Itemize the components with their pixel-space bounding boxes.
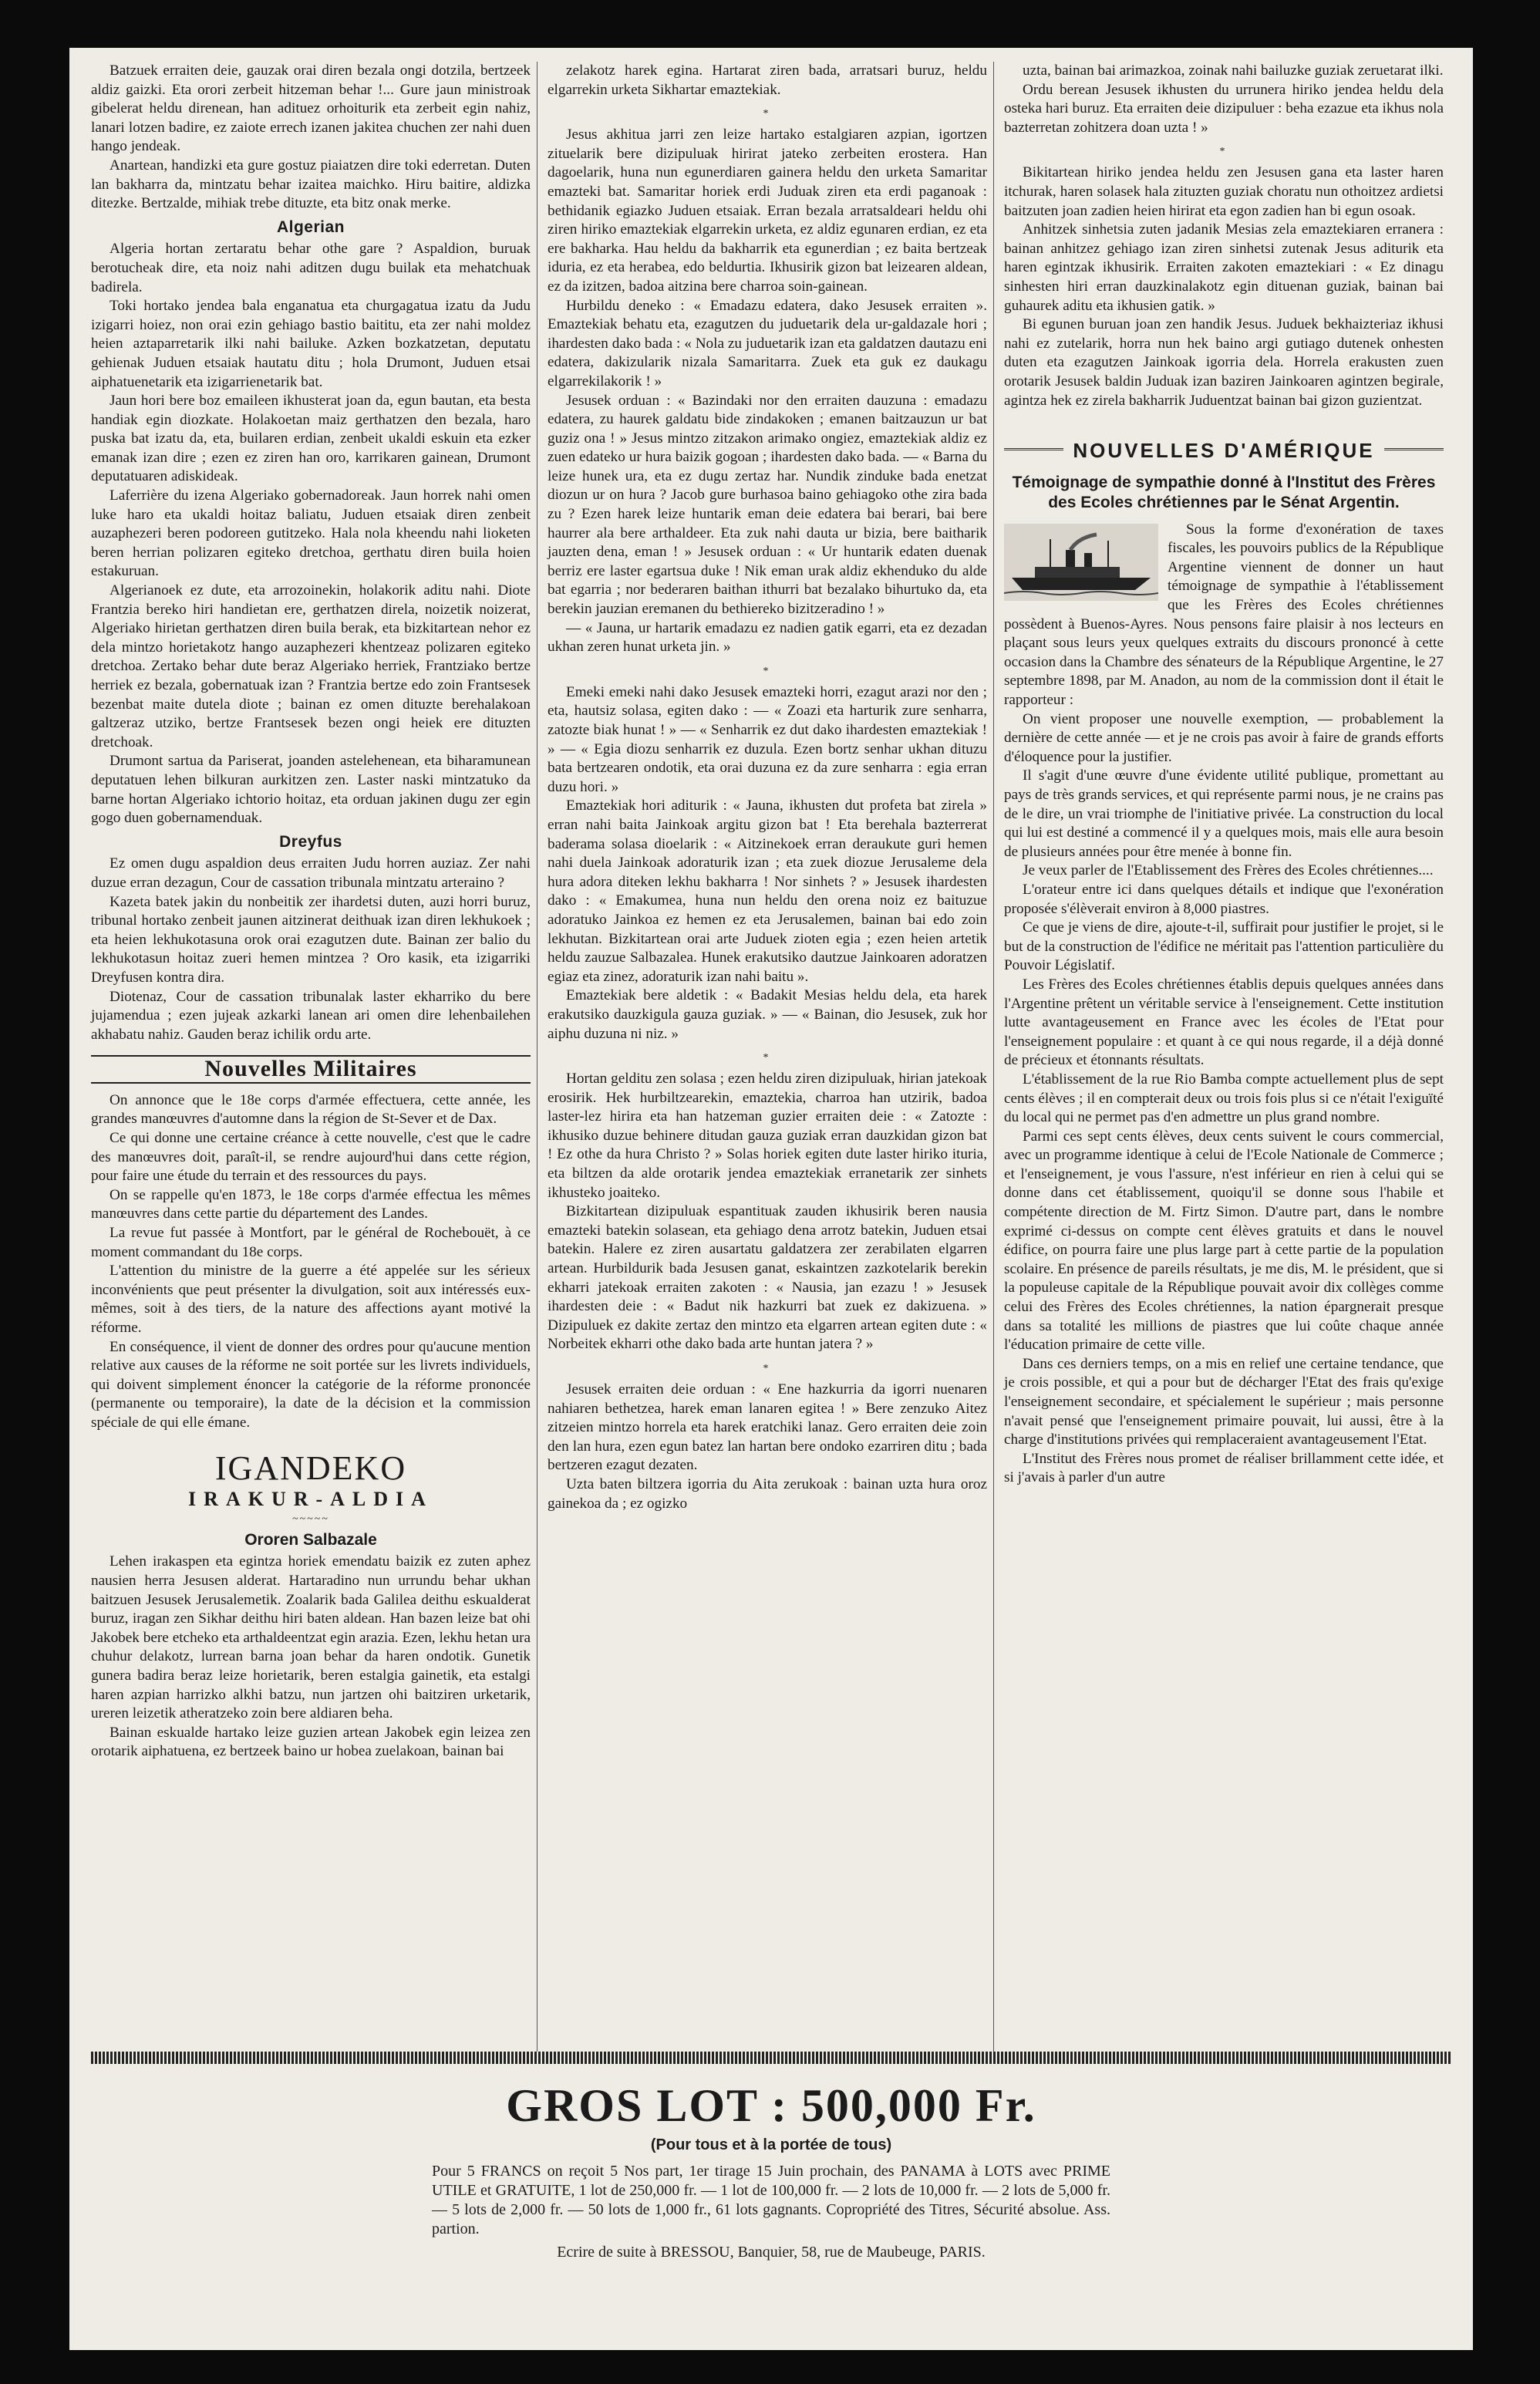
paragraph: Bainan eskualde hartako leize guzien artean Jakobek egin leizea zen orotarik aiphatuena, ez bertzeek baino ur hobea zuelakoan, bainan bai <box>91 1724 531 1760</box>
advertisement-subtitle: (Pour tous et à la portée de tous) <box>650 2136 892 2153</box>
paragraph: Dans ces derniers temps, on a mis en relief une certaine tendance, que je crois possible, et qui a pour but de décharger l'Etat des frais qu'exige l'enseignement secondaire, et spécialement le supérieur ; mais personne n'avait pensé que l'enseignement primaire pouvait, lui aussi, être à la charge d'institutions privées qui remplaceraient avantageusement l'Etat. <box>1004 1355 1444 1448</box>
paragraph: Batzuek erraiten deie, gauzak orai diren bezala ongi dotzila, bertzeek aldiz gaizki. Eta orori zerbeit hitzeman behar !... Gure jaun ministroak gibelerat heldu direnean, han adituez orhoiturik eta zerbeit egin nahiz, lanari lotzen badire, ez zaiote errech izanen jakitea chuchen zer nahi duen hango jendeak. <box>91 62 531 155</box>
paragraph: Ce que je viens de dire, ajoute-t-il, suffirait pour justifier le projet, si le but de la construction de l'édifice ne méritait pas l'attention particulière du Pouvoir Législatif. <box>1004 919 1444 974</box>
paragraph: Anhitzek sinhetsia zuten jadanik Mesias zela emaztekiaren erranera : bainan anhitzez gehiago izan ziren sinhetsi zutenak Jesus aditurik eta haren egintzak ikhusirik. Erraiten zakoten emaztekiari : « Ez dinagu sinhesten hiri erran dauzkinalakotz egin dituenan guziak, bainan bai guhaurek aditu eta ikhusien gatik. » <box>1004 221 1444 314</box>
paragraph: Bi egunen buruan joan zen handik Jesus. Juduek bekhaizteriaz ikhusi nahi ez zutelarik, horra nun hek baino argi gutiago dutenek onhesten duten eta ezagutzen Jainkoak igorria dela. Horrela erakusten zuen orotarik Jesusek baldin Juduak izan baziren Jainkoaren agintzen begirale, agintza hek ez zirela bakharrik Juduentzat bainan bai gizon guzientzat. <box>1004 316 1444 409</box>
banner-rule <box>1384 448 1444 454</box>
igandeko-title: IGANDEKO <box>214 1448 407 1487</box>
paragraph: Diotenaz, Cour de cassation tribunalak laster ekharriko du bere jujamendua ; ezen jujeak azkarki lanean ari omen dire lehenbailehen akhabatu nahiz. Gauden beraz ichilik ordu arte. <box>91 988 531 1043</box>
flourish-ornament: ~~~~~ <box>292 1513 329 1526</box>
paragraph: Jesus akhitua jarri zen leize hartako estalgiaren azpian, igortzen zituelarik bere dizipuluak hirirat jateko zerbeiten erostera. Han dagoelarik, huna nun egunerdiaren gainera heldu den urketa Samaritar emazteki bat. Samaritar horiek erdi Juduak ziren eta erdi paganoak : bethidanik egiazko Juduen etsaiak. Erran bezala arratsaldeari heldu ohi ziren hiriko emaztekiak elgarrekin urketa, ez aldiz egunaren erdian, ez eta ere bakharka. Hau heldu da bakharrik eta egunerdian ; ez baita bertzeak iduria, ez eta herabea, edo beldurtia. Ikhusirik gizon bat leizearen aldean, ez da izitzen, badoa aitzina bere charroa soin-gainean. <box>548 126 987 295</box>
paragraph: Emaztekiak bere aldetik : « Badakit Mesias heldu dela, eta harek erakutsiko dauzkigula gauza guziak. » — « Bainan, dio Jesusek, zuk hor aiphu duzuna ni niz. » <box>548 987 987 1042</box>
paragraph: On annonce que le 18e corps d'armée effectuera, cette année, les grandes manœuvres d'automne dans la région de St-Sever et de Dax. <box>91 1091 531 1128</box>
advertisement-contact: Ecrire de suite à BRESSOU, Banquier, 58, rue de Maubeuge, PARIS. <box>557 2244 986 2261</box>
paragraph: En conséquence, il vient de donner des ordres pour qu'aucune mention relative aux causes de la réforme ne soit portée sur les livrets individuels, qui doivent simplement énoncer la catégorie de la réforme prononcée (permanente ou temporaire), la date de la décision et la commission spéciale de qui elle émane. <box>91 1338 531 1431</box>
paragraph: L'Institut des Frères nous promet de réaliser brillamment cette idée, et si j'avais à parler d'un autre <box>1004 1450 1444 1486</box>
column-2 <box>548 62 987 1513</box>
section-separator-stars: * <box>763 108 772 120</box>
advertisement-border <box>91 2052 1451 2064</box>
paragraph: Jesusek erraiten deie orduan : « Ene hazkurria da igorri nuenaren nahiaren bethetzea, harek eman lanaren egitea ! » Bere zenzuko Aitez zitzeien mintzo horrela eta harek eratchiki lanaz. Gero erraiten deie zoin den lan hura, ezen egun batez lan hartan bere ondoko ezarriren ditu ; bada bertzeren ezagut dezaten. <box>548 1381 987 1474</box>
paragraph: Hortan gelditu zen solasa ; ezen heldu ziren dizipuluak, hirian jatekoak erosirik. Hek hurbiltzearekin, emaztekia, charroa han utzirik, badoa laster-lez hirira eta han hatzeman guzier erraiten deie : « Zatozte : ikhusiko duzue behinere ditudan gauza guziak erran dauzkidan gizon bat ! Ez othe da hura Christo ? » Solas horiek egiten dute laster hiriko ituria, eta biltzen da alde orotarik jendea emaztekiak erranetarik zer sinhets ikhusteko joaiteko. <box>548 1071 987 1201</box>
paragraph: La revue fut passée à Montfort, par le général de Rochebouët, à ce moment commandant du 18e corps. <box>91 1225 531 1260</box>
paragraph: Toki hortako jendea bala enganatua eta churgagatua izatu da Judu izigarri hoiez, non orai ezin gehiago bastio baititu, eta zer nahi moldez heien aztaparretarik ilki nahi bailuke. Azken bozkatzetan, deputatu gehienak Juduen etsaiak hautatu ditu ; hola Drumont, Juduen etsai aiphatuenetarik eta izigarrienetarik bat. <box>91 298 531 390</box>
steamship-icon <box>1004 524 1158 601</box>
paragraph: Emaztekiak hori aditurik : « Jauna, ikhusten dut profeta bat zirela » erran nahi baita Jainkoak argitu gizon bat ! Eta berehala bazterrerat baderama solasa dioelarik : « Aitzinekoek erran deraukute guri hemen nahi duela Jainkoak adoraturik izan ; eta zuek diozue Jerusaleme dela hura adora diteken lekhu bakharra ! Nor sinhets ? » Jesusek ihardesten dako : « Emakumea, huna nun heldu den orena noiz ez baituzue adoratuko Jainkoa ez hemen ez eta Jerusalemen, bainan bai edo zoin lekhutan. Bizkitartean orai arte Juduek zioten egia ; ezen heien artetik heldu zauzue Salbazalea. Hunek erakutsiko dautzue Jainkoaren adoratzen egiaz eta zinez, adoraturik izan nahi baitu ». <box>548 797 987 985</box>
section-separator-stars: * <box>763 1052 772 1064</box>
section-separator-stars: * <box>763 1363 772 1374</box>
article-title: Témoignage de sympathie donné à l'Institut des Frères des Ecoles chrétiennes par le Sénat Argentin. <box>1012 473 1436 511</box>
paragraph: On se rappelle qu'en 1873, le 18e corps d'armée effectua les mêmes manœuvres dans cette partie du département des Landes. <box>91 1186 531 1222</box>
paragraph: Hurbildu deneko : « Emadazu edatera, dako Jesusek erraiten ». Emaztekiak behatu eta, ezagutzen du juduetarik dela ur-galdazale hori ; ihardesten dako bada : « Nola zu juduetarik izan eta galdatzen dautazu eni edatera, dakizularik nizala Samaritarra. Zuek eta guk ez daukagu elgarrekilakorik ! » <box>548 297 987 389</box>
section-banner-militaires: Nouvelles Militaires <box>91 1055 531 1084</box>
igandeko-heading: Ororen Salbazale <box>244 1530 377 1549</box>
column-3 <box>1004 62 1444 1488</box>
advertisement <box>91 2078 1451 2261</box>
paragraph: Ordu berean Jesusek ikhusten du urrunera hiriko jendea heldu dela osteka hari buruz. Eta erraiten deie dizipuluer : beha ezazue eta ikhus nola bazterretan zohitzera doan uzta ! » <box>1004 81 1444 136</box>
paragraph: Sous la forme d'exonération de taxes fiscales, les pouvoirs publics de la République Argentine viennent de donner un haut témoignage de sympathie à l'établissement que les Frères des Ecoles chrétiennes possèdent à Buenos-Ayres. Nous pensons faire plaisir à nos lecteurs en plaçant sous leurs yeux quelques extraits du discours prononcé à cette occasion dans la Chambre des sénateurs de la République Argentine, le 27 septembre 1898, par M. Anadon, au nom de la commission dont il était le rapporteur : <box>1004 521 1444 709</box>
paragraph: Il s'agit d'une œuvre d'une évidente utilité publique, promettant au pays de très grands services, et qui représente parmi nous, je ne crains pas de le dire, un vrai triomphe de l'initiative privée. La construction du local qui lui est destiné a commencé il y a quelques mois, mais elle aura besoin de plusieurs années pour être menée à bonne fin. <box>1004 767 1444 860</box>
paragraph: Parmi ces sept cents élèves, deux cents suivent le cours commercial, avec un programme identique à celui de l'Ecole Nationale de Commerce ; et l'enseignement, je vous l'assure, n'est inférieur en rien à celui qui se donne dans cet établissement, quoiqu'il se donne sous l'habile et compétente direction de M. Firtz Simon. D'autre part, dans le nombre exprimé ci-dessus on compte cent élèves gratuits et dans le nouvel édifice, on pourra faire une plus large part à cette partie de la population scolaire. En présence de pareils résultats, je me dis, M. le président, que si la populeuse capitale de la République pouvait avoir dix collèges comme celui des Frères des Ecoles chrétiennes, la nation épargnerait presque dans sa totalité les millions de piastres que lui coûte chaque année l'éducation primaire de cette ville. <box>1004 1128 1444 1354</box>
paragraph: — « Jauna, ur hartarik emadazu ez nadien gatik egarri, eta ez dezadan ukhan zeren hunat urketa jin. » <box>548 619 987 656</box>
paragraph: L'orateur entre ici dans quelques détails et indique que l'exonération proposée s'élèverait environ à 8,000 piastres. <box>1004 881 1444 917</box>
paragraph: On vient proposer une nouvelle exemption, — probablement la dernière de cette année — et je ne crois pas avoir à faire de grands efforts d'éloquence pour la justifier. <box>1004 710 1444 765</box>
section-banner-amerique <box>1004 439 1444 463</box>
paragraph: Drumont sartua da Pariserat, joanden astelehenean, eta biharamunean deputatuen lehen bilkuran aurkitzen zen. Laster naski mintzatuko da barne hortan Algeriako ichtorio hoitaz, eta orduan jakinen dugu zer egin gogo duen gobernamenduak. <box>91 753 531 827</box>
banner-rule <box>1004 448 1063 454</box>
paragraph: L'établissement de la rue Rio Bamba compte actuellement plus de sept cents élèves ; il en compterait deux ou trois fois plus si ce n'était l'exiguïté du local qui ne permet pas d'en admettre un plus grand nombre. <box>1004 1071 1444 1126</box>
paragraph: Lehen irakaspen eta egintza horiek emendatu baizik ez zuten aphez nausien herra Jesusen alderat. Hartaradino nun urrundu behar ukhan baitzuen Jesusek Jerusalemetik. Zoalarik bada Galilea deithu eskualderat buruz, iragan zen Sikhar deithu hiri baten aldean. Han bazen leize bat ohi Jakobek bere etcheko eta arthaldeentzat egin arazia. Ezen, lekhu hetan ura chuhur delakotz, lurrean barna joan behar da haren ondotik. Gunetik gunera badira beraz leize horietarik, beren estalgia gainetik, eta estalgi haren azpian harrizko alkhi batzu, nun jartzen ohi baitziren urketarik, ureren leizetik atheratzeko zoin bere aldiaren beha. <box>91 1553 531 1722</box>
paragraph: Anartean, handizki eta gure gostuz piaiatzen dire toki ederretan. Duten lan bakharra da, mintzatu behar izaitea maichko. Hiru baitire, aldizka ditezke. Bertzalde, mihiak trebe dituzte, eta bitz onak merke. <box>91 157 531 212</box>
paragraph: Uzta baten biltzera igorria du Aita zerukoak : bainan uzta hura oroz gainekoa da ; ez ogizko <box>548 1475 987 1512</box>
paragraph: Je veux parler de l'Etablissement des Frères des Ecoles chrétiennes.... <box>1023 862 1434 879</box>
paragraph: Ez omen dugu aspaldion deus erraiten Judu horren auziaz. Zer nahi duzue erran dezagun, Cour de cassation tribunala mintzatu arteraino ? <box>91 855 531 891</box>
newspaper-page <box>69 48 1473 2350</box>
advertisement-body: Pour 5 FRANCS on reçoit 5 Nos part, 1er tirage 15 Juin prochain, des PANAMA à LOTS avec PRIME UTILE et GRATUITE, 1 lot de 250,000 fr. — 1 lot de 100,000 fr. — 2 lots de 10,000 fr. — 2 lots de 5,000 fr. — 5 lots de 2,000 fr. — 50 lots de 1,000 fr., 61 lots gagnants. Copropriété des Titres, Sécurité absolue. Ass. partion. <box>432 2163 1110 2237</box>
paragraph: uzta, bainan bai arimazkoa, zoinak nahi bailuzke guziak zeruetarat ilki. <box>1023 62 1444 79</box>
paragraph: Jaun hori bere boz emaileen ikhusterat joan da, egun bautan, eta besta handiak egin diozkate. Holakoetan maiz gerthatzen den bezala, haro puska bat izatu da, eta, builaren erdian, zenbeit ukaldi eskuin eta ezker emanak izan dire ; ezen ez ziren han oro, karrikaren gainean, Drumont deputatuaren adiskideak. <box>91 393 531 485</box>
column-divider <box>993 62 994 2052</box>
paragraph: zelakotz harek egina. Hartarat ziren bada, arratsari buruz, heldu elgarrekin urketa Sikhartar emaztekiak. <box>548 62 987 98</box>
section-heading-algerian: Algerian <box>276 217 345 236</box>
section-separator-stars: * <box>763 665 772 677</box>
section-heading-dreyfus: Dreyfus <box>279 832 342 851</box>
igandeko-subtitle: IRAKUR-ALDIA <box>188 1487 433 1510</box>
paragraph: Jesusek orduan : « Bazindaki nor den erraiten dauzuna : emadazu edatera, zu haurek galdatu bide zindakoken ; emanen baitzauzun ur bat guziz ona ! » Jesus mintzo zitzakon arimako ongiez, emaztekiak aldiz ez zuen edateko ur hura baizik gogoan ; ihardesten dako bada. — « Barna du leize hunek ura, eta ez dugu zertaz har. Nundik zinduke bada enetzat diozun ur on hura ? Jacob gure burhasoa baino gehiagoko othe zira bada zu ? Ezen harek leize huntarik eman deie edatera bai berari, bai bere haurrer ala bere arthaldeer. Eta zuk nahi dauta ur bizia, bere baitharik jauzten dena, eman ! » Jesusek orduan : « Ur huntarik edaten duenak berriz ere laster egartsua duke ! Nik eman urak aldiz ekhenduko du alde bat egarria ; nor bederaren baithan ithurri bat bezalako bihurtuko da, eta berekin jauzian eremanen du bethiereko bizitzeradino ! » <box>548 392 987 618</box>
paragraph: Ce qui donne une certaine créance à cette nouvelle, c'est que le cadre des manœuvres doit, paraît-il, se rendre aujourd'hui dans cette région, pour faire une étude du terrain et des ressources du pays. <box>91 1130 531 1185</box>
paragraph: Algeria hortan zertaratu behar othe gare ? Aspaldion, buruak berotucheak dire, eta noiz nahi aditzen dugu builak eta mehatchuak badirela. <box>91 241 531 295</box>
paragraph: Emeki emeki nahi dako Jesusek emazteki horri, ezagut arazi nor den ; eta, hautsiz solasa, egiten dako : — « Zoazi eta harturik zure senharra, zatozte biak hunat ! » — « Senharrik ez dut dako ihardesten emaztekiak ! » — « Egia diozu senharrik ez duzula. Ezen bortz senhar ukhan dituzu bata bertzearen ondotik, eta orai duzuna ez da zure senharra : egia erran duzu hori. » <box>548 683 987 795</box>
paragraph: Algerianoek ez dute, eta arrozoinekin, holakorik aditu nahi. Diote Frantzia bereko hiri handietan ere, gerthatzen direla, noizetik noizerat, Algeriako hirietan gerthatzen diren buila berak, eta bizkitartean nehor ez dela mintzo horietakotz hango auzaphezeri khentzeaz polizaren egiteko dretchoa. Zertako behar dute beraz Algeriako herriek, Frantziako bertze herriek ez bezala, gobernatuak izan ? Frantzia bertze edo zoin Frantsesek bezenbat maite dutela diote ; bainan ez omen dituzte berehalakoan galtzeraz utziko, bertze Frantsesek bezen ongi heiek ere dituzten dretchoak. <box>91 582 531 750</box>
section-separator-stars: * <box>1219 146 1228 158</box>
section-heading-amerique: NOUVELLES D'AMÉRIQUE <box>1073 439 1375 463</box>
paragraph: Laferrière du izena Algeriako gobernadoreak. Jaun horrek nahi omen luke haro eta ukaldi hoitaz baliatu, Juduen etsaiak diren zenbeit auzaphezeri beren podoreen gutitzeko. Hala nola kheendu nahi lioketen beren herrian polizaren egiteko dretchoa, gerthatu diren buila hoien estakuruan. <box>91 487 531 580</box>
paragraph: L'attention du ministre de la guerre a été appelée sur les sérieux inconvénients que peut présenter la divulgation, soit aux intéressés eux-mêmes, soit à des tiers, de la nature des affections ayant motivé la réforme. <box>91 1263 531 1336</box>
paragraph: Les Frères des Ecoles chrétiennes établis depuis quelques années dans l'Argentine prêtent un véritable service à l'enseignement. Cette institution lutte avantageusement en France avec les écoles de l'Etat pour l'enseignement populaire : et quant à ce qui nous regarde, il a déjà donné de précieux et étonnants résultats. <box>1004 976 1444 1069</box>
column-1 <box>91 62 531 1762</box>
paragraph: Kazeta batek jakin du nonbeitik zer ihardetsi duten, auzi horri buruz, tribunal hortako zenbeit jaunen aitzinerat deithuak izan diren lekhukoek ; eta heien lekhukotasuna orok orai ezagutzen dute. Bainan zer balio du lekhukotasun hoitaz zueri hemen mintzea ? Oro kasik, eta izigarriki Dreyfusen kontra dira. <box>91 893 531 986</box>
advertisement-title: GROS LOT : 500,000 Fr. <box>506 2080 1036 2131</box>
paragraph: Bizkitartean dizipuluak espantituak zauden ikhusirik beren nausia emazteki batekin solasean, eta gehiago dena arrotz batekin, Juduen etsai batekin. Halere ez ziren ausartatu galdatzera zer zerabilaten elgarren artean. Hurbildurik bada Jesusen ganat, eskaintzen zazkotelarik berekin ekharri jatekoak erraiten zakoten : « Nausia, jan ezazu ! » Jesusek ihardesten deie : « Badut nik hazkurri bat zuek ez dakizuena. » Dizipuluek ez dakite zertaz den mintzo eta elgarren artean egiten dute : « Norbeitek ekharri othe dako bada arte huntan jatera ? » <box>548 1203 987 1353</box>
paragraph: Bikitartean hiriko jendea heldu zen Jesusen gana eta laster haren itchurak, haren solasek hala zituzten guziak choratu nun othoitzez ardietsi baitzuten joan zadien heien hirirat eta egon zadien han bi egun osoak. <box>1004 164 1444 219</box>
